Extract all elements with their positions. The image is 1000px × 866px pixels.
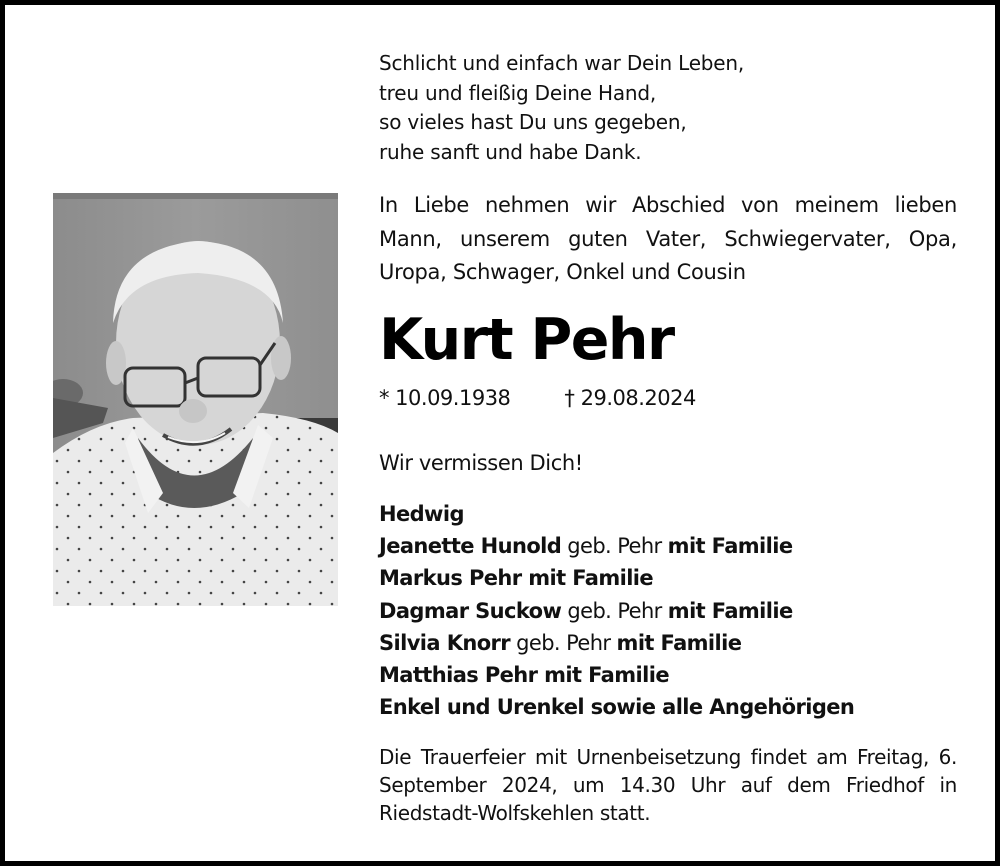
death-date: † 29.08.2024 — [564, 386, 696, 410]
intro-text: In Liebe nehmen wir Abschied von meinem lieben Mann, unserem guten Vater, Schwiegervater, Opa, Uropa, Schwager, Onkel und Cousin — [379, 193, 957, 284]
mourner-note: geb. Pehr — [510, 630, 617, 655]
birth-date: * 10.09.1938 — [379, 386, 511, 410]
mourner-name: Matthias Pehr mit Familie — [379, 663, 669, 688]
mourner-name: Hedwig — [379, 502, 464, 526]
life-dates — [379, 383, 696, 413]
closing-line: Wir vermissen Dich! — [379, 451, 583, 475]
mourner-row — [379, 498, 854, 530]
poem-line: treu und fleißig Deine Hand, — [379, 80, 657, 105]
mourner-name: Markus Pehr mit Familie — [379, 566, 654, 591]
mourners-list — [379, 498, 854, 723]
deceased-name: Kurt Pehr — [379, 307, 674, 373]
mourner-suffix: mit Familie — [667, 598, 793, 623]
mourner-note: geb. Pehr — [561, 534, 668, 559]
poem-line: ruhe sanft und habe Dank. — [379, 139, 642, 164]
mourner-note: geb. Pehr — [561, 598, 668, 623]
mourner-name: Jeanette Hunold — [379, 534, 562, 559]
mourner-name: Dagmar Suckow — [379, 598, 562, 623]
poem — [379, 49, 744, 167]
poem-line: Schlicht und einfach war Dein Leben, — [379, 51, 745, 75]
poem-line: so vieles hast Du uns gegeben, — [379, 110, 687, 134]
mourner-row — [379, 530, 854, 562]
mourner-name: Enkel und Urenkel sowie alle Angehörigen — [379, 695, 855, 720]
mourner-suffix: mit Familie — [616, 630, 742, 655]
mourner-suffix: mit Familie — [667, 534, 793, 559]
mourner-row — [379, 562, 854, 594]
funeral-details: Die Trauerfeier mit Urnenbeisetzung findet am Freitag, 6. September 2024, um 14.30 Uhr auf dem Friedhof in Riedstadt-Wolfskehlen statt. — [379, 745, 957, 825]
portrait-illustration — [53, 193, 338, 606]
mourner-name: Silvia Knorr — [379, 630, 511, 655]
mourner-row — [379, 691, 854, 723]
mourner-row — [379, 627, 854, 659]
portrait-photo — [53, 193, 338, 606]
mourner-row — [379, 659, 854, 691]
mourner-row — [379, 595, 854, 627]
